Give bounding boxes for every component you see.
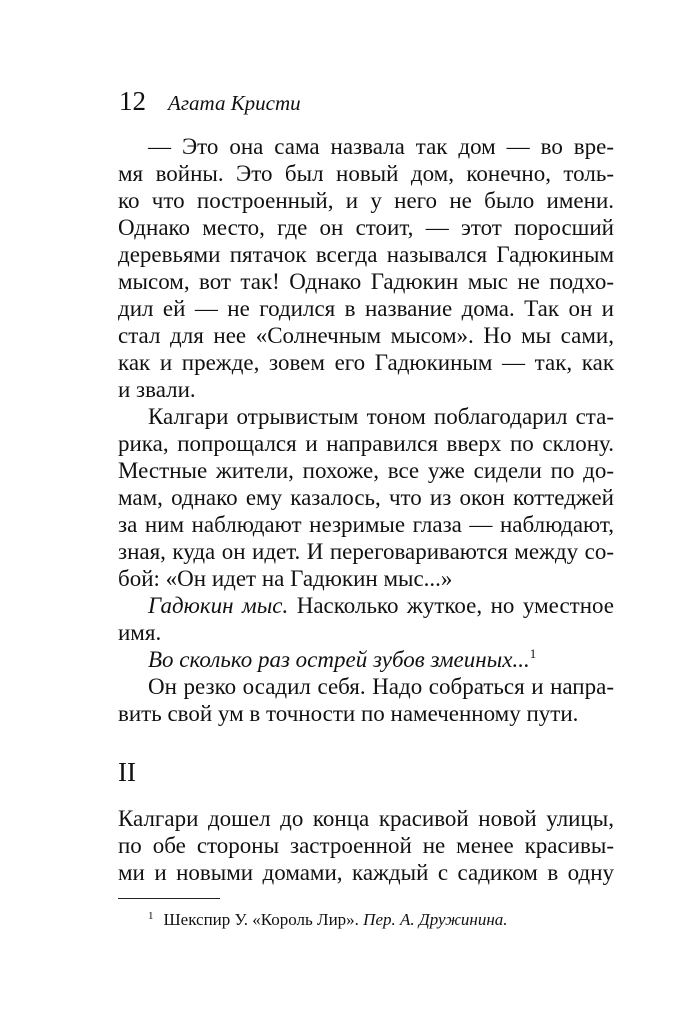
text-run: Насколько жуткое, но уместное [288, 593, 615, 618]
text-line: мысом, вот так! Однако Гадюкин мыс не подхо- [118, 269, 614, 294]
text-line: ми и новыми домами, каждый с садиком в одну [118, 860, 614, 885]
text-line: бой: «Он идет на Гадюкин мыс...» [118, 566, 453, 591]
text-line: мам, однако ему казалось, что из окон коттеджей [118, 485, 614, 510]
footnote [148, 910, 508, 930]
text-line: имя. [118, 620, 162, 645]
text-line: ко что построенный, и у него не было имени. [118, 188, 614, 213]
text-line: вить свой ум в точности по намеченному пути. [118, 701, 579, 726]
footnote-ref[interactable]: 1 [529, 646, 537, 661]
text-line: деревьями пятачок всегда назывался Гадюкиным [118, 242, 614, 267]
text-line: мя войны. Это был новый дом, конечно, толь- [118, 161, 614, 186]
text-line: зная, куда он идет. И переговариваются между со- [118, 539, 614, 564]
page-number: 12 [119, 86, 146, 116]
text-line: Местные жители, похоже, все уже сидели по до- [118, 458, 614, 483]
text-line: за ним наблюдают незримые глаза — наблюдают, [118, 512, 614, 537]
footnote-translator: Пер. А. Дружинина. [363, 910, 508, 929]
italic-quote: Во сколько раз острей зубов змеиных... [148, 647, 530, 672]
footnote-text: Шекспир У. «Король Лир». [163, 910, 359, 929]
text-line: Калгари дошел до конца красивой новой улицы, [118, 806, 614, 831]
text-line: Он резко осадил себя. Надо собраться и напра- [148, 674, 614, 699]
text-line: по обе стороны застроенной не менее красивы- [118, 833, 614, 858]
text-line [148, 592, 614, 619]
text-line: Калгари отрывистым тоном поблагодарил ста- [148, 404, 614, 429]
footnote-number: 1 [148, 910, 154, 922]
text-line: стал для нее «Солнечным мысом». Но мы сами, [118, 323, 614, 348]
text-line: как и прежде, зовем его Гадюкиным — так, как [118, 350, 614, 375]
text-line: — Это она сама назвала так дом — во вре- [148, 134, 614, 159]
footnote-divider [118, 898, 220, 899]
section-heading: II [118, 757, 136, 787]
text-line: рика, попрощался и направился вверх по склону. [118, 431, 614, 456]
running-head: Агата Кристи [168, 91, 301, 115]
italic-phrase: Гадюкин мыс. [148, 593, 289, 618]
page-header [119, 86, 301, 126]
text-line: дил ей — не годился в название дома. Так он и [118, 296, 614, 321]
text-line: Однако место, где он стоит, — этот поросший [118, 215, 614, 240]
quote-line [148, 646, 614, 673]
text-line: и звали. [118, 377, 196, 402]
